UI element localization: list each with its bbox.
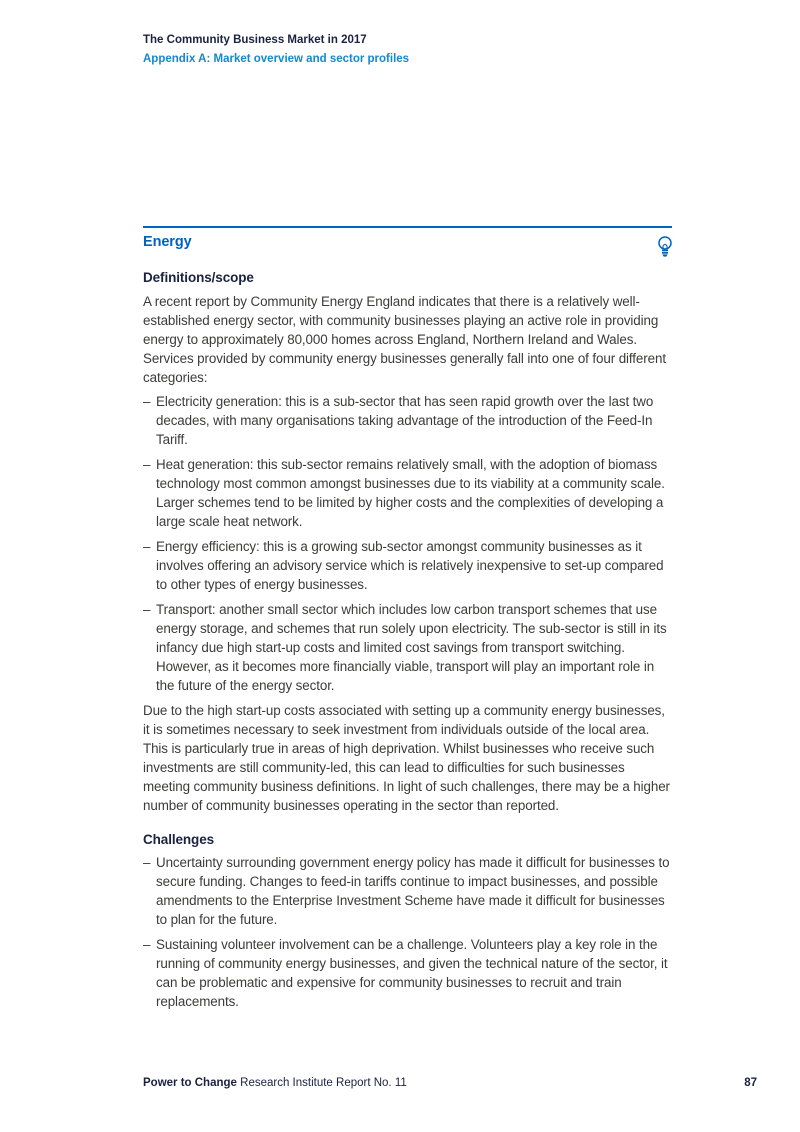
list-item-efficiency — [143, 537, 672, 594]
list-item-text: Heat generation: this sub-sector remains relatively small, with the adoption of biomass technology most common amongst businesses due to its viability at a community scale. Larger schemes tend to be limited by higher costs and the complexities of developing a large scale heat network. — [156, 457, 665, 529]
page-footer — [143, 1075, 757, 1091]
footer-brand: Power to Change — [143, 1077, 237, 1089]
intro-paragraph: A recent report by Community Energy England indicates that there is a relatively well-established energy sector, with community businesses playing an active role in providing energy to approximately 80,000 homes across England, Northern Ireland and Wales. Services provided by community energy businesses generally fall into one of four different categories: — [143, 294, 666, 385]
bullet-dash: – — [143, 539, 151, 554]
report-title: The Community Business Market in 2017 — [143, 34, 367, 46]
list-item-text: Transport: another small sector which includes low carbon transport schemes that use energy storage, and schemes that run solely upon electricity. The sub-sector is still in its infancy due high start-up costs and limited cost savings from transport switching. However, as it becomes more financially viable, transport will play an important role in the future of the energy sector. — [156, 602, 667, 693]
challenge-item-policy — [143, 853, 672, 929]
section-title: Energy — [143, 234, 192, 250]
footer-report-label — [143, 1075, 407, 1091]
list-item-electricity — [143, 392, 672, 449]
page-number: 87 — [744, 1077, 757, 1089]
list-item-text: Uncertainty surrounding government energy policy has made it difficult for businesses to secure funding. Changes to feed-in tariffs continue to impact businesses, and possible amendments to the Enterprise Investment Scheme have made it difficult for businesses to plan for the future. — [156, 855, 670, 927]
report-subtitle: Appendix A: Market overview and sector profiles — [143, 52, 410, 65]
bullet-dash: – — [143, 457, 151, 472]
list-item-transport — [143, 600, 672, 695]
challenges-heading: Challenges — [143, 832, 215, 847]
page-header — [143, 31, 673, 68]
closing-paragraph: Due to the high start-up costs associated with setting up a community energy businesses, it is sometimes necessary to seek investment from individuals outside of the local area. This is particularly true in areas of high deprivation. Whilst businesses who receive such investments are still community-led, this can lead to difficulties for such businesses meeting community business definitions. In light of such challenges, there may be a higher number of community businesses operating in the sector than reported. — [143, 703, 670, 813]
list-item-text: Sustaining volunteer involvement can be a challenge. Volunteers play a key role in the running of community energy businesses, and given the technical nature of the sector, it can be problematic and expensive for community businesses to recruit and train replacements. — [156, 937, 668, 1009]
section-divider — [143, 226, 672, 228]
bullet-dash: – — [143, 602, 151, 617]
bullet-dash: – — [143, 937, 151, 952]
definitions-heading: Definitions/scope — [143, 270, 254, 285]
bullet-dash: – — [143, 394, 151, 409]
list-item-text: Energy efficiency: this is a growing sub-sector amongst community businesses as it involves offering an advisory service which is relatively inexpensive to set-up compared to other types of energy businesses. — [156, 539, 664, 592]
lightbulb-icon — [658, 236, 672, 263]
footer-report-name: Research Institute Report No. 11 — [236, 1077, 407, 1089]
section-energy — [143, 226, 672, 1011]
section-header-row — [143, 233, 672, 263]
list-item-text: Electricity generation: this is a sub-sector that has seen rapid growth over the last two decades, with many organisations taking advantage of the introduction of the Feed-In Tariff. — [156, 394, 654, 447]
challenge-item-volunteers — [143, 935, 672, 1011]
list-item-heat — [143, 455, 672, 531]
bullet-dash: – — [143, 855, 151, 870]
